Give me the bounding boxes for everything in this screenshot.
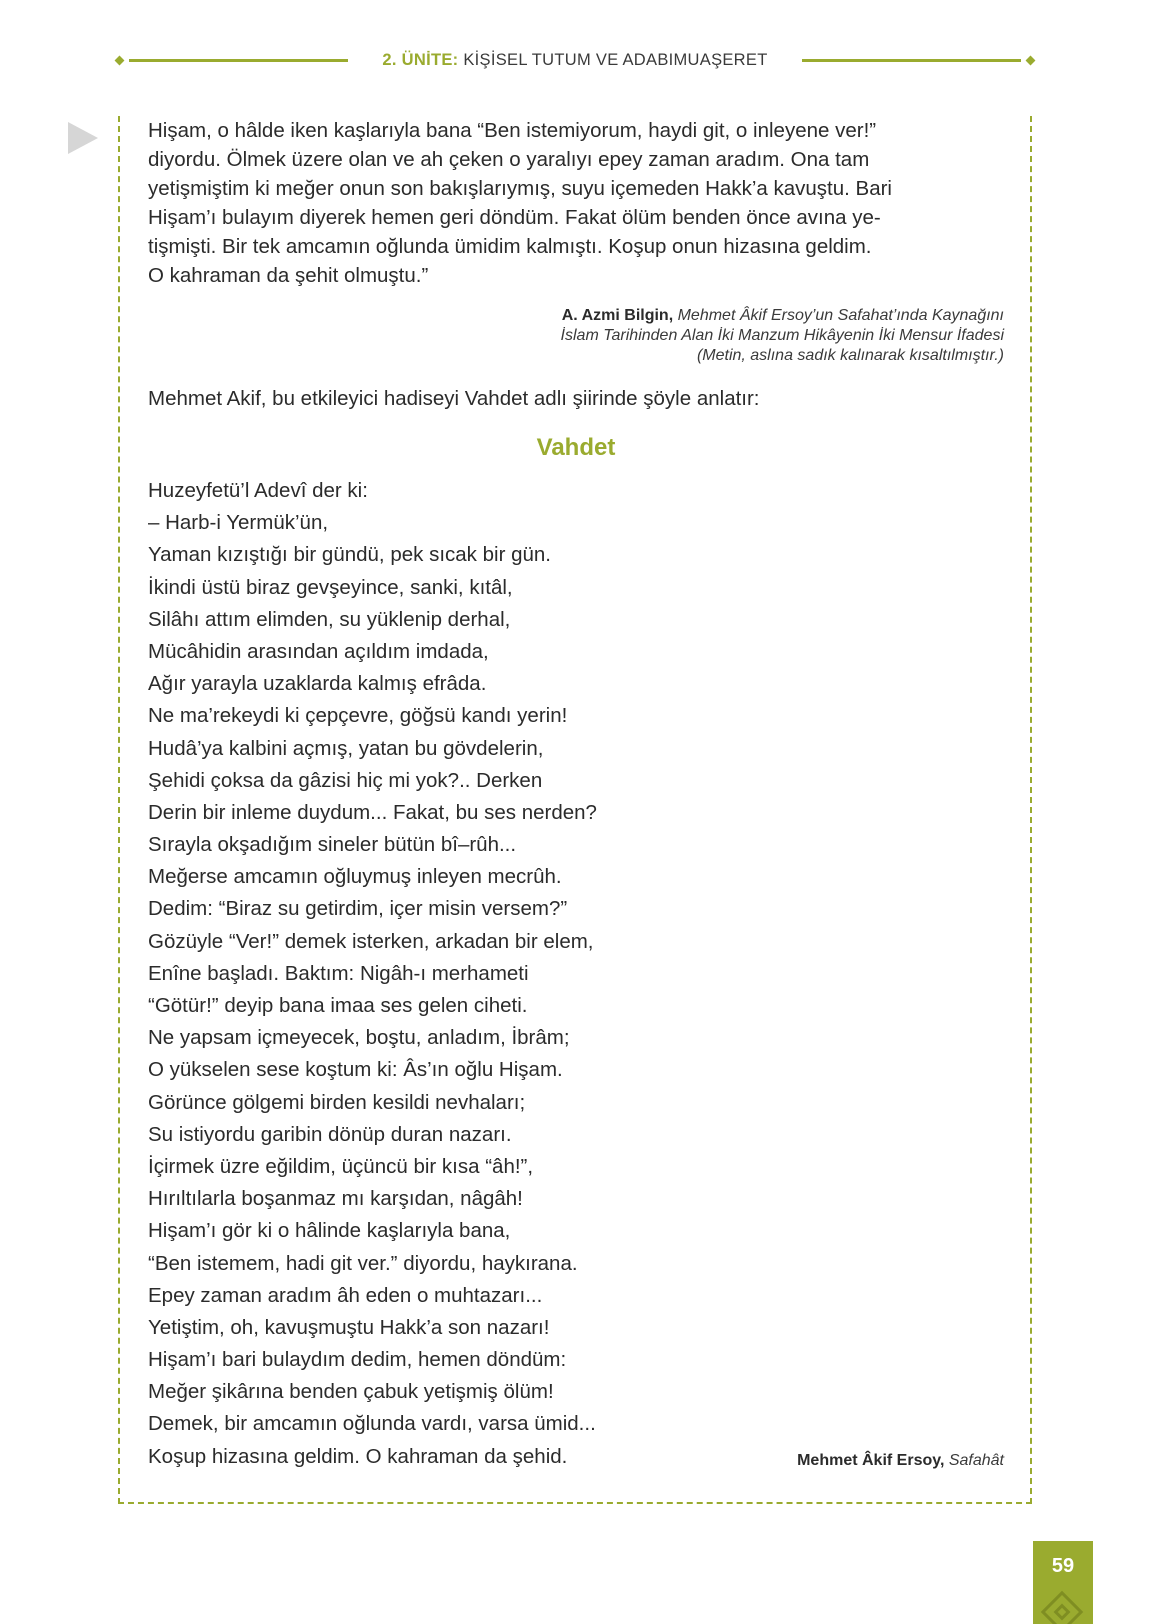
poem-line: Epey zaman aradım âh eden o muhtazarı...	[148, 1283, 543, 1307]
poem-line: Su istiyordu garibin dönüp duran nazarı.	[148, 1122, 512, 1146]
poem-line: Koşup hizasına geldim. O kahraman da şehid.	[148, 1444, 568, 1468]
poem-line: Hırıltılarla boşanmaz mı karşıdan, nâgâh!	[148, 1187, 523, 1211]
citation-line-1: Mehmet Âkif Ersoy’un Safahat’ında Kaynağını	[677, 307, 1004, 324]
poem-line: Hişam’ı gör ki o hâlinde kaşlarıyla bana,	[148, 1219, 511, 1243]
poem-line: “Ben istemem, hadi git ver.” diyordu, haykırana.	[148, 1251, 578, 1275]
poem-line: İçirmek üzre eğildim, üçüncü bir kısa “âh!”,	[148, 1154, 534, 1178]
header-diamond-right-icon	[1026, 55, 1036, 65]
poem-source	[797, 1451, 1004, 1471]
poem-line: – Harb-i Yermük’ün,	[148, 511, 329, 535]
poem-line: Huzeyfetü’l Adevî der ki:	[148, 479, 368, 502]
citation	[148, 306, 1004, 366]
poem-line: Şehidi çoksa da gâzisi hiç mi yok?.. Derken	[148, 768, 543, 792]
poem-line: Ağır yarayla uzaklarda kalmış efrâda.	[148, 672, 487, 696]
poem-line: Mücâhidin arasından açıldım imdada,	[148, 639, 489, 663]
intro-sentence: Mehmet Akif, bu etkileyici hadiseyi Vahdet adlı şiirinde şöyle anlatır:	[148, 387, 760, 410]
poem-line: Sırayla okşadığım sineler bütün bî–rûh...	[148, 833, 517, 857]
story-line: Hişam’ı bulayım diyerek hemen geri döndüm. Fakat ölüm benden önce avına ye-	[148, 206, 881, 229]
poem-line: Hişam’ı bari bulaydım dedim, hemen döndüm:	[148, 1348, 567, 1372]
unit-label: 2. ÜNİTE:	[382, 50, 459, 69]
poem-line: Dedim: “Biraz su getirdim, içer misin versem?”	[148, 897, 568, 921]
story-line: tişmişti. Bir tek amcamın oğlunda ümidim kalmıştı. Koşup onun hizasına geldim.	[148, 235, 872, 258]
poem-line: Gözüyle “Ver!” demek isterken, arkadan bir elem,	[148, 929, 594, 953]
story-line: yetişmiştim ki meğer onun son bakışlarıymış, suyu içemeden Hakk’a kavuştu. Bari	[148, 177, 892, 200]
poem-line: “Götür!” deyip bana imaa ses gelen ciheti.	[148, 994, 528, 1017]
main-content	[148, 116, 1004, 1473]
story-line: O kahraman da şehit olmuştu.”	[148, 264, 429, 287]
poem-line: Yaman kızıştığı bir gündü, pek sıcak bir gün.	[148, 543, 551, 567]
poem-line: Ne ma’rekeydi ki çepçevre, göğsü kandı yerin!	[148, 704, 568, 728]
poem-line: Silâhı attım elimden, su yüklenip derhal,	[148, 607, 511, 631]
poem-line: O yükselen sese koştum ki: Âs’ın oğlu Hişam.	[148, 1058, 563, 1082]
page-header	[116, 46, 1034, 74]
page-number: 59	[1051, 1555, 1075, 1577]
citation-line-2: İslam Tarihinden Alan İki Manzum Hikâyenin İki Mensur İfadesi	[560, 327, 1004, 344]
header-rule-right	[802, 59, 1021, 62]
story-paragraph	[148, 116, 1004, 290]
poem-line: Enîne başladı. Baktım: Nigâh-ı merhameti	[148, 961, 529, 985]
citation-author: A. Azmi Bilgin,	[561, 307, 674, 324]
poem-line: Yetiştim, oh, kavuşmuştu Hakk’a son nazarı!	[148, 1315, 550, 1339]
poem-line: Demek, bir amcamın oğlunda vardı, varsa ümid...	[148, 1412, 596, 1436]
poem-line: Ne yapsam içmeyecek, boştu, anladım, İbrâm;	[148, 1026, 570, 1050]
poem-title: Vahdet	[536, 434, 616, 461]
ornament-knot-icon	[1041, 1591, 1083, 1624]
play-triangle-icon	[68, 122, 98, 154]
header-title	[354, 51, 795, 70]
poem-line: Hudâ’ya kalbini açmış, yatan bu gövdelerin,	[148, 736, 544, 760]
header-rule-left	[129, 59, 348, 62]
poem-line: Meğerse amcamın oğluymuş inleyen mecrûh.	[148, 865, 562, 889]
poem	[148, 475, 1004, 1473]
poem-source-work: Safahât	[948, 1451, 1004, 1469]
poem-line: İkindi üstü biraz gevşeyince, sanki, kıtâl,	[148, 575, 513, 599]
poem-source-author: Mehmet Âkif Ersoy,	[797, 1451, 945, 1469]
poem-line: Meğer şikârına benden çabuk yetişmiş ölüm!	[148, 1380, 554, 1404]
story-line: Hişam, o hâlde iken kaşlarıyla bana “Ben istemiyorum, haydi git, o inleyene ver!”	[148, 119, 877, 142]
page-number-tab	[1033, 1541, 1093, 1624]
poem-line: Derin bir inleme duydum... Fakat, bu ses nerden?	[148, 800, 597, 824]
story-line: diyordu. Ölmek üzere olan ve ah çeken o yaralıyı epey zaman aradım. Ona tam	[148, 148, 870, 171]
poem-line: Görünce gölgemi birden kesildi nevhaları;	[148, 1090, 526, 1114]
unit-title: KİŞİSEL TUTUM VE ADABIMUAŞERET	[463, 50, 768, 69]
citation-line-3: (Metin, aslına sadık kalınarak kısaltılmıştır.)	[696, 347, 1004, 364]
header-diamond-left-icon	[115, 55, 125, 65]
